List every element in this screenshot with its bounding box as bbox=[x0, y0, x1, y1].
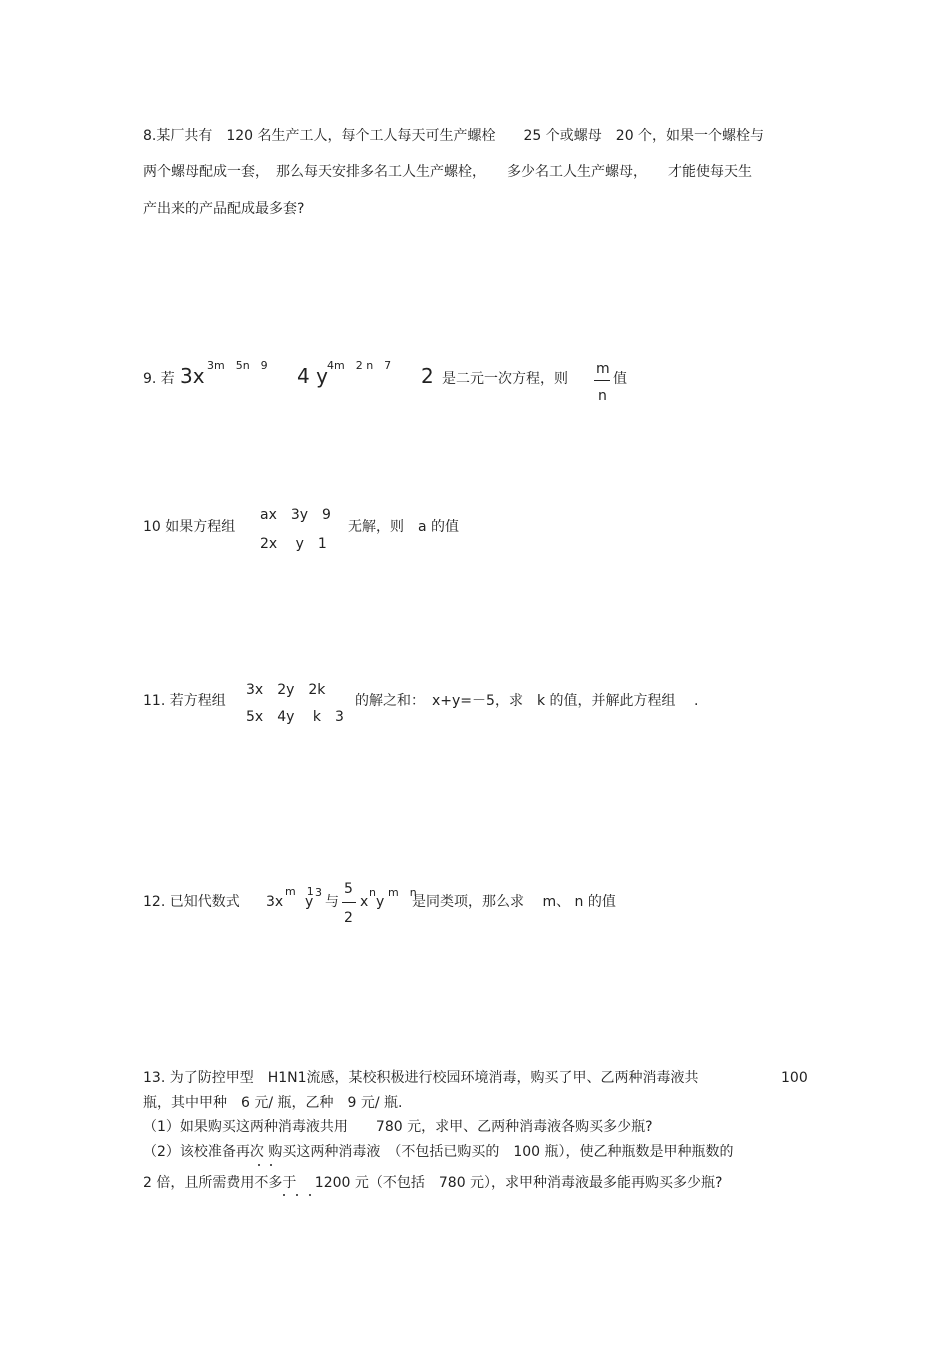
q13-line1-end: 100 bbox=[781, 1070, 808, 1086]
q13-line5: 2 倍，且所需费用不多于 1200 元（不包括 780 元），求甲种消毒液最多能再购买多少瓶? bbox=[143, 1175, 723, 1191]
q9-text: 是二元一次方程，则 bbox=[442, 371, 568, 387]
q9-term2: 4 y bbox=[297, 364, 328, 388]
q12-exponent1b: 3 bbox=[315, 886, 322, 899]
q9-rhs: 2 bbox=[421, 364, 434, 388]
q12-label: 12. 已知代数式 bbox=[143, 894, 240, 910]
q12-conjunction: 与 bbox=[325, 894, 339, 910]
q11-tail: 的解之和： x+y=－5，求 k 的值，并解此方程组 . bbox=[355, 693, 699, 709]
q9-fraction-denominator: n bbox=[598, 388, 607, 404]
emphasis-dot bbox=[296, 1194, 298, 1196]
q10-label: 10 如果方程组 bbox=[143, 519, 236, 535]
q9-term1: 3x bbox=[180, 364, 205, 388]
q8-line3: 产出来的产品配成最多套? bbox=[143, 201, 305, 217]
q11-equation2: 5x 4y k 3 bbox=[246, 709, 344, 725]
q9-exponent1: 3m 5n 9 bbox=[207, 359, 268, 372]
q11-equation1: 3x 2y 2k bbox=[246, 682, 326, 698]
q12-exponent1: m 1 bbox=[285, 885, 314, 898]
q12-term2: x bbox=[360, 894, 369, 910]
q12-fraction-denominator: 2 bbox=[344, 910, 353, 926]
q8-line2: 两个螺母配成一套， 那么每天安排多名工人生产螺栓， 多少名工人生产螺母， 才能使每天生 bbox=[143, 164, 752, 180]
q9-fraction-numerator: m bbox=[596, 361, 610, 377]
q12-term2b: y bbox=[376, 894, 385, 910]
q11-label: 11. 若方程组 bbox=[143, 693, 226, 709]
q10-tail: 无解，则 a 的值 bbox=[348, 519, 460, 535]
emphasis-dot bbox=[270, 1164, 272, 1166]
q12-term1: 3x bbox=[266, 894, 284, 910]
emphasis-dot bbox=[309, 1194, 311, 1196]
q12-exponent2: n bbox=[369, 886, 376, 899]
q9-tail: 值 bbox=[613, 371, 627, 387]
q12-fraction-numerator: 5 bbox=[344, 881, 353, 897]
q12-term1b: y bbox=[305, 894, 314, 910]
emphasis-dot bbox=[258, 1164, 260, 1166]
q9-label: 9. 若 bbox=[143, 371, 175, 387]
q12-fraction-bar bbox=[342, 902, 356, 903]
q13-line2: 瓶，其中甲种 6 元/ 瓶，乙种 9 元/ 瓶. bbox=[143, 1095, 403, 1111]
q12-exponent2b: m n bbox=[388, 886, 417, 899]
emphasis-dot bbox=[283, 1194, 285, 1196]
q9-fraction-bar bbox=[594, 380, 610, 381]
q8-line1: 8.某厂共有 120 名生产工人，每个工人每天可生产螺栓 25 个或螺母 20 个，如果一个螺栓与 bbox=[143, 128, 765, 144]
q13-line4: （2）该校准备再次 购买这两种消毒液 （不包括已购买的 100 瓶），使乙种瓶数是甲种瓶数的 bbox=[143, 1144, 734, 1160]
q13-line1: 13. 为了防控甲型 H1N1流感，某校积极进行校园环境消毒，购买了甲、乙两种消毒液共 bbox=[143, 1070, 699, 1086]
q13-line3: （1）如果购买这两种消毒液共用 780 元，求甲、乙两种消毒液各购买多少瓶? bbox=[143, 1119, 653, 1135]
q12-tail: 是同类项，那么求 m、 n 的值 bbox=[412, 894, 616, 910]
q9-exponent2: 4m 2 n 7 bbox=[327, 359, 392, 372]
q10-equation2: 2x y 1 bbox=[260, 536, 327, 552]
q10-equation1: ax 3y 9 bbox=[260, 507, 331, 523]
